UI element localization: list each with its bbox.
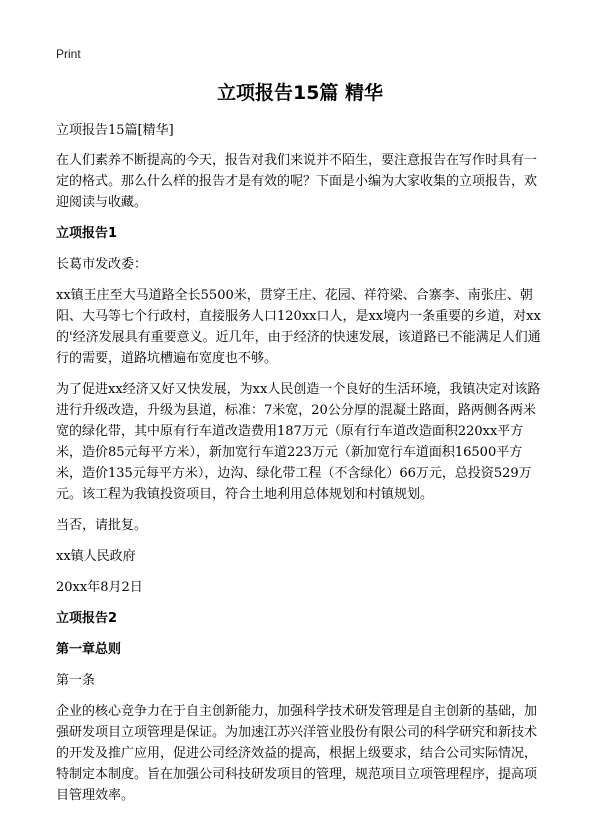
section-heading-report-1: 立项报告1 — [56, 226, 118, 241]
report-1-paragraph-1: xx镇王庄至大马道路全长5500米，贯穿王庄、花园、祥符梁、合寨李、南张庄、朝阳、大马等七个行政村，直接服务人口120xx口人，是xx境内一条重要的乡道，对xx的'经济发展具有重要意义。近几年，由于经济的快速发展，该道路已不能满足人们通行的需要，道路坑槽遍布宽度也不够。 — [56, 288, 541, 366]
signature: xx镇人民政府 — [56, 549, 136, 564]
intro-paragraph: 在人们素养不断提高的今天，报告对我们来说并不陌生，要注意报告在写作时具有一定的格式。那么什么样的报告才是有效的呢？下面是小编为大家收集的立项报告，欢迎阅读与收藏。 — [56, 153, 538, 210]
date: 20xx年8月2日 — [56, 580, 143, 595]
print-link[interactable]: Print — [56, 47, 81, 61]
salutation: 长葛市发改委： — [56, 257, 148, 272]
report-2-paragraph-1: 企业的核心竞争力在于自主创新能力，加强科学技术研发管理是自主创新的基础，加强研发项目立项管理是保证。为加速江苏兴洋管业股份有限公司的科学研究和新技术的开发及推广应用，促进公司经济效益的提高，根据上级要求，结合公司实际情况，特制定本制度。旨在加强公司科技研发项目的管理，规范项目立项管理程序，提高项目管理效率。 — [56, 704, 538, 803]
report-1-paragraph-2: 为了促进xx经济又好又快发展，为xx人民创造一个良好的生活环境，我镇决定对该路进行升级改造，升级为县道，标准：7米宽，20公分厚的混凝土路面，路两侧各两米宽的绿化带，其中原有行车道改造费用187万元（原有行车道改造面积220xx平方米，造价85元每平方米），新加宽行车道223万元（新加宽行车道面积16500平方米，造价135元每平方米），边沟、绿化带工程（不含绿化）66万元，总投资529万元。该工程为我镇投资项目，符合土地利用总体规划和村镇规划。 — [56, 382, 541, 502]
article-body — [56, 120, 548, 816]
section-heading-report-2: 立项报告2 — [56, 611, 118, 626]
article-label: 第一条 — [56, 673, 96, 688]
closing-line: 当否，请批复。 — [56, 518, 148, 533]
page-title: 立项报告15篇 精华 — [216, 82, 384, 104]
article-subtitle: 立项报告15篇[精华] — [56, 123, 174, 138]
chapter-heading: 第一章总则 — [56, 642, 122, 657]
